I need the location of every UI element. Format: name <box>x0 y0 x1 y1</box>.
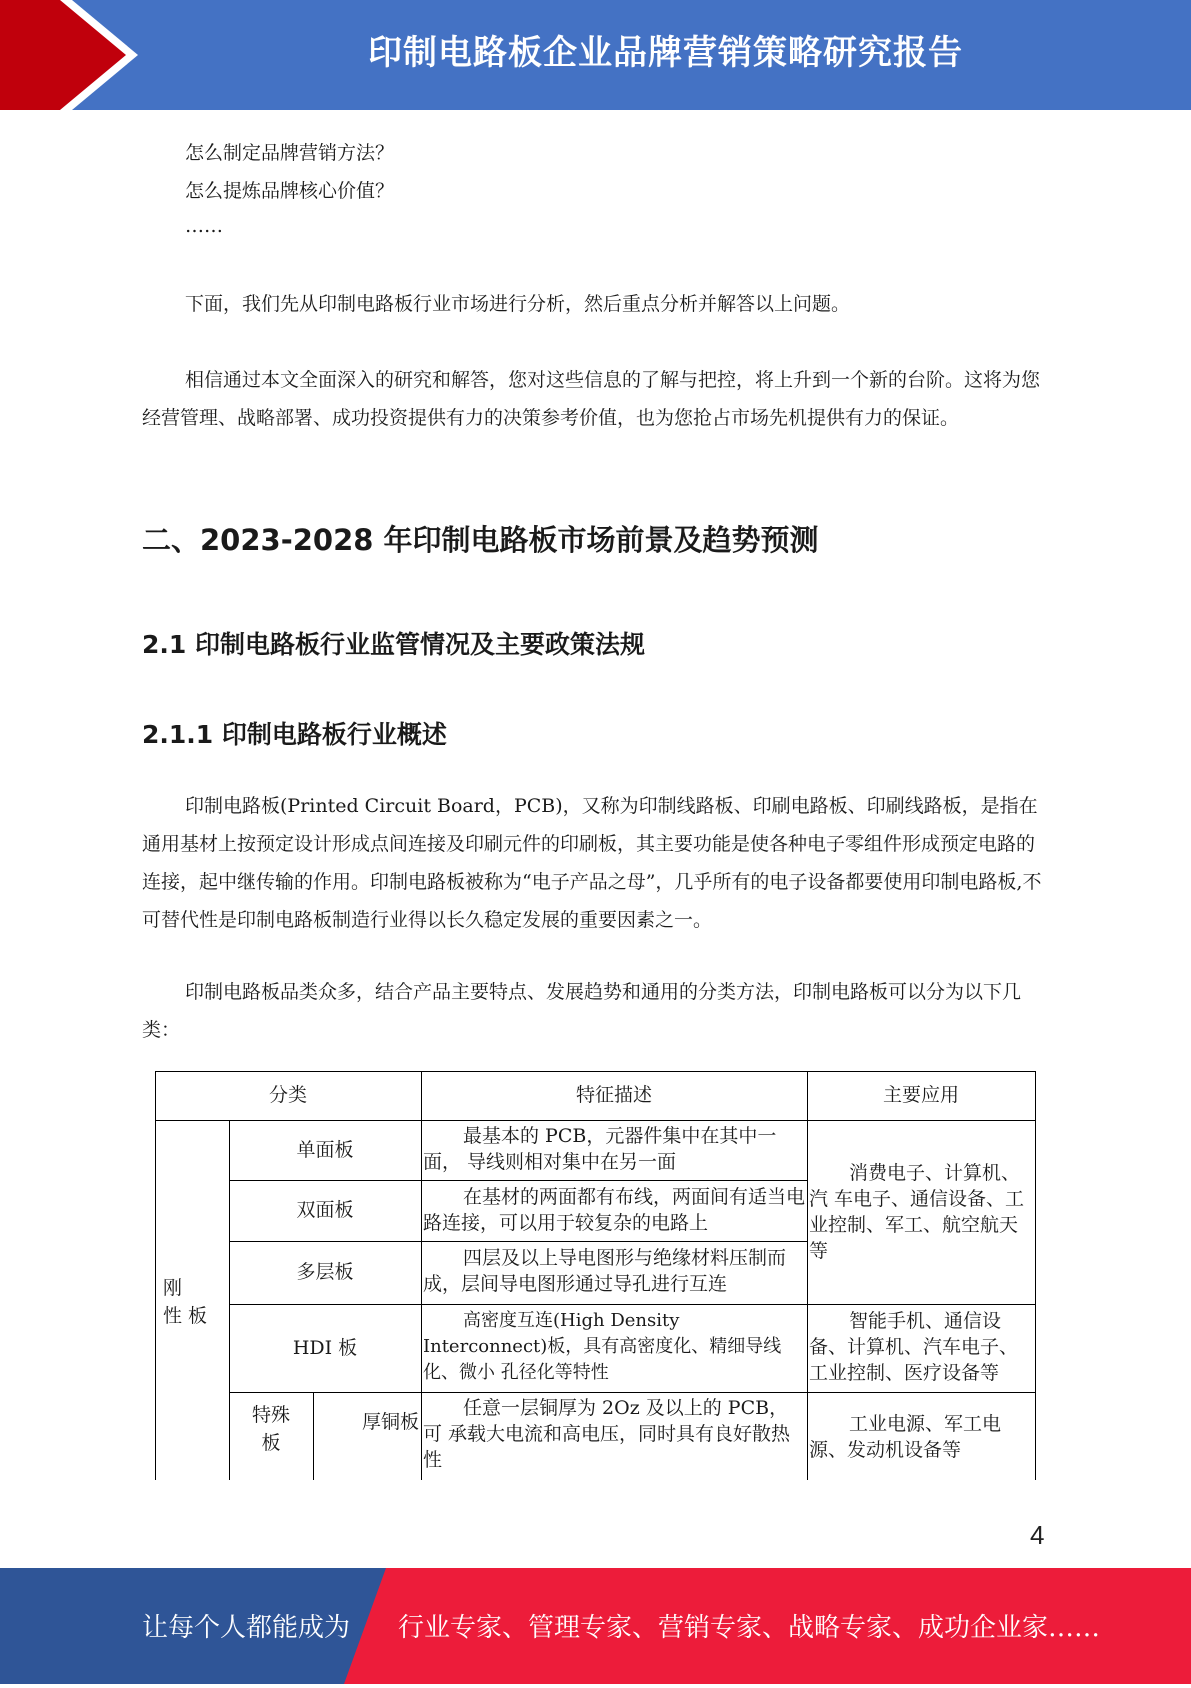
page-footer <box>0 1568 1191 1684</box>
table-line <box>807 1071 808 1480</box>
app-thick-copper: 工业电源、军工电源、发动机设备等 <box>809 1413 1002 1461</box>
row-desc-thick-copper: 任意一层铜厚为 2Oz 及以上的 PCB，可 承载大电流和高电压，同时具有良好散热性 <box>423 1397 791 1471</box>
header-arrow-decoration <box>0 0 150 110</box>
page-header <box>0 0 1191 110</box>
classification-paragraph: 印制电路板品类众多，结合产品主要特点、发展趋势和通用的分类方法，印制电路板可以分为以下几类： <box>142 981 1022 1041</box>
intro-paragraph-1: 下面，我们先从印制电路板行业市场进行分析，然后重点分析并解答以上问题。 <box>185 293 851 315</box>
footer-slogan-left: 让每个人都能成为 <box>142 1613 351 1643</box>
row-desc-multilayer: 四层及以上导电图形与绝缘材料压制而成，层间导电图形通过导孔进行互连 <box>423 1247 787 1295</box>
row-name-hdi: HDI 板 <box>292 1337 358 1359</box>
pcb-classification-table <box>155 1071 1036 1480</box>
table-line <box>421 1071 422 1480</box>
row-desc-single: 最基本的 PCB，元器件集中在其中一面， 导线则相对集中在另一面 <box>423 1125 777 1173</box>
header-title: 印制电路板企业品牌营销策略研究报告 <box>368 33 963 73</box>
table-header-description: 特征描述 <box>575 1084 652 1106</box>
app-general: 消费电子、计算机、汽 车电子、通信设备、工业控制、军工、航空航天等 <box>809 1162 1025 1262</box>
question-1: 怎么制定品牌营销方法？ <box>185 142 395 164</box>
row-name-single: 单面板 <box>296 1139 354 1161</box>
overview-paragraph: 印制电路板(Printed Circuit Board，PCB)，又称为印制线路板、印刷电路板、印刷线路板，是指在通用基材上按预定设计形成点间连接及印刷元件的印刷板，其主要功能是使各种电子零组件形成预定电路的连接，起中继传输的作用。印制电路板被称为“电子产品之母”，几乎所有的电子设备都要使用印制电路板,不可替代性是印制电路板制造行业得以长久稳定发展的重要因素之一。 <box>142 795 1042 931</box>
row-desc-hdi: 高密度互连(High Density Interconnect)板，具有高密度化、精细导线化、微小 孔径化等特性 <box>423 1310 782 1383</box>
row-desc-double: 在基材的两面都有布线，两面间有适当电路连接，可以用于较复杂的电路上 <box>423 1186 806 1234</box>
row-name-multilayer: 多层板 <box>296 1261 354 1283</box>
table-line <box>155 1071 156 1480</box>
table-line <box>1035 1071 1036 1480</box>
ellipsis: …… <box>185 215 223 237</box>
group-rigid-board: 刚 性 板 <box>163 1277 208 1327</box>
page-number: 4 <box>1030 1520 1045 1550</box>
subsection-heading: 2.1 印制电路板行业监管情况及主要政策法规 <box>142 630 645 659</box>
table-header-application: 主要应用 <box>882 1084 959 1106</box>
app-hdi: 智能手机、通信设备、计算机、汽车电子、工业控制、医疗设备等 <box>809 1310 1019 1384</box>
table-header-category: 分类 <box>268 1084 307 1106</box>
section-heading: 二、2023-2028 年印制电路板市场前景及趋势预测 <box>142 523 819 557</box>
intro-paragraph-2: 相信通过本文全面深入的研究和解答，您对这些信息的了解与把控，将上升到一个新的台阶。这将为您经营管理、战略部署、成功投资提供有力的决策参考价值，也为您抢占市场先机提供有力的保证。 <box>142 369 1041 429</box>
question-2: 怎么提炼品牌核心价值？ <box>185 180 395 202</box>
row-name-double: 双面板 <box>296 1199 354 1221</box>
row-subgroup-special: 特殊 板 <box>251 1404 290 1454</box>
footer-slogan-right: 行业专家、管理专家、营销专家、战略专家、成功企业家…… <box>398 1613 1101 1643</box>
subsubsection-heading: 2.1.1 印制电路板行业概述 <box>142 720 447 749</box>
row-name-thick-copper: 厚铜板 <box>361 1411 419 1433</box>
